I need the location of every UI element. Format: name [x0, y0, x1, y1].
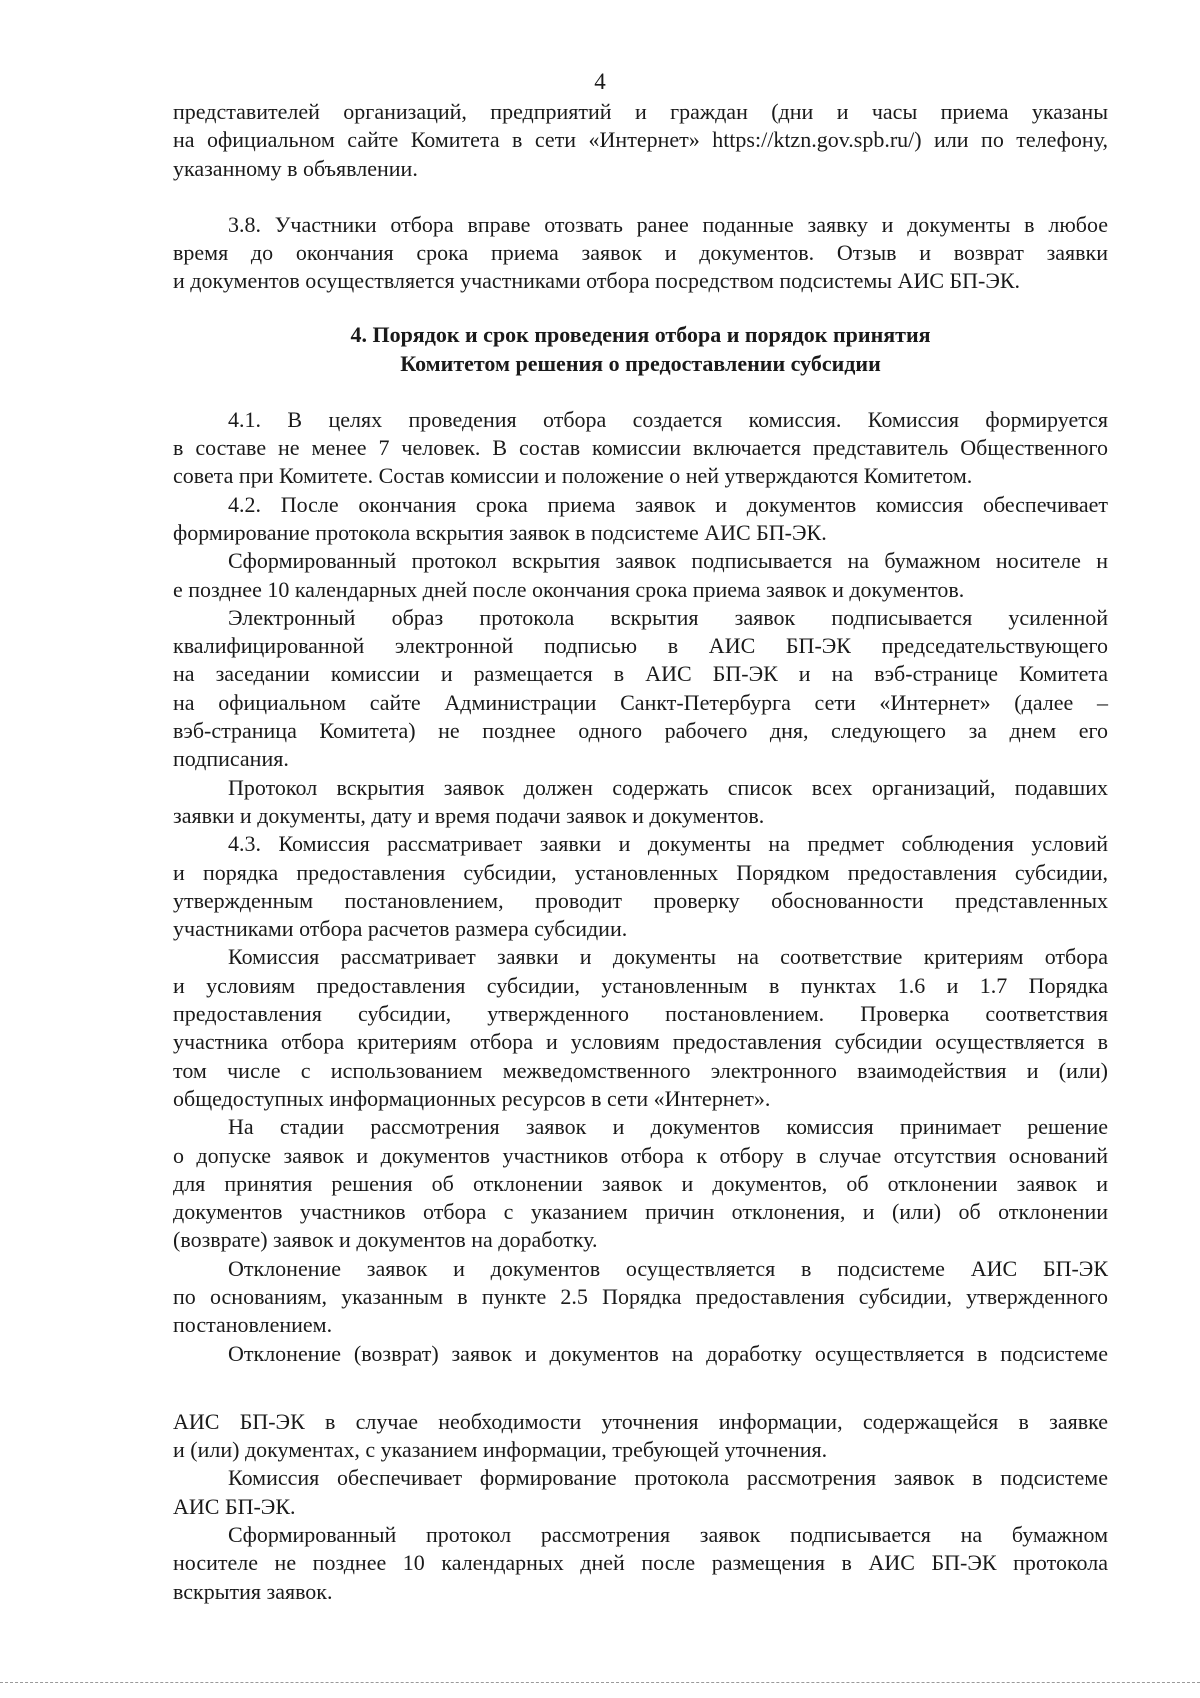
paragraph-4-3	[173, 830, 1108, 943]
text-line: представителей организаций, предприятий и граждан (дни и часы приема указаны	[173, 99, 1108, 124]
heading-line: 4. Порядок и срок проведения отбора и порядок принятия	[350, 321, 931, 347]
text-line: Комиссия рассматривает заявки и документы на соответствие критериям отбора	[228, 944, 1108, 970]
text-line: АИС БП-ЭК в случае необходимости уточнения информации, содержащейся в заявке	[173, 1408, 1108, 1434]
paragraph-4-3-review-signing	[173, 1521, 1108, 1606]
text-line: на заседании комиссии и размещается в АИС БП-ЭК и на вэб-странице Комитета	[173, 661, 1108, 687]
text-line: Отклонение (возврат) заявок и документов на доработку осуществляется в подсистеме	[228, 1340, 1108, 1366]
text-line: (возврате) заявок и документов на доработку.	[173, 1227, 598, 1253]
scan-edge-line	[0, 1682, 1200, 1683]
text-line: подписания.	[173, 746, 289, 772]
paragraph-4-2	[173, 491, 1108, 548]
paragraph-4-1	[173, 406, 1108, 491]
text-line: предоставления субсидии, утвержденного постановлением. Проверка соответствия	[173, 1001, 1108, 1027]
text-line: и документов осуществляется участниками отбора посредством подсистемы АИС БП-ЭК.	[173, 268, 1021, 294]
text-line: Сформированный протокол рассмотрения заявок подписывается на бумажном	[228, 1522, 1108, 1548]
paragraph-3-8	[173, 211, 1108, 296]
text-line: вэб-страница Комитета) не позднее одного рабочего дня, следующего за днем его	[173, 718, 1108, 744]
text-line: АИС БП-ЭК.	[173, 1493, 296, 1519]
text-line: в составе не менее 7 человек. В состав комиссии включается представитель Общественного	[173, 435, 1108, 461]
text-line: и (или) документах, с указанием информации, требующей уточнения.	[173, 1437, 828, 1463]
text-line: Отклонение заявок и документов осуществляется в подсистеме АИС БП-ЭК	[228, 1255, 1108, 1281]
text-line: время до окончания срока приема заявок и документов. Отзыв и возврат заявки	[173, 240, 1108, 266]
paragraph-4-2-protocol-signing	[173, 547, 1108, 604]
text-line: для принятия решения об отклонении заявок и документов, об отклонении заявок и	[173, 1170, 1108, 1196]
text-line: участниками отбора расчетов размера субсидии.	[173, 916, 628, 942]
paragraph-4-3-return	[173, 1340, 1108, 1368]
text-line: Комиссия обеспечивает формирование протокола рассмотрения заявок в подсистеме	[228, 1465, 1108, 1491]
text-line: том числе с использованием межведомственного электронного взаимодействия и (или)	[173, 1057, 1108, 1083]
text-line: е позднее 10 календарных дней после окончания срока приема заявок и документов.	[173, 576, 965, 602]
text-line: участника отбора критериям отбора и условиям предоставления субсидии осуществляется в	[173, 1029, 1108, 1055]
paragraph-4-2-protocol-content	[173, 774, 1108, 831]
text-line: и порядка предоставления субсидии, установленных Порядком предоставления субсидии,	[173, 859, 1108, 885]
text-line: и условиям предоставления субсидии, установленным в пунктах 1.6 и 1.7 Порядка	[173, 972, 1108, 998]
text-line: носителе не позднее 10 календарных дней после размещения в АИС БП-ЭК протокола	[173, 1550, 1108, 1576]
section-4-heading	[173, 320, 1108, 378]
text-line: совета при Комитете. Состав комиссии и положение о ней утверждаются Комитетом.	[173, 463, 973, 489]
text-line: формирование протокола вскрытия заявок в подсистеме АИС БП-ЭК.	[173, 519, 827, 545]
heading-line: Комитетом решения о предоставлении субсидии	[400, 350, 881, 376]
text-line: вскрытия заявок.	[173, 1578, 333, 1604]
document-body	[173, 98, 1108, 1606]
text-line: утвержденным постановлением, проводит проверку обоснованности представленных	[173, 887, 1108, 913]
paragraph-4-3-rejection	[173, 1255, 1108, 1340]
text-line: на официальном сайте Администрации Санкт-Петербурга сети «Интернет» (далее –	[173, 689, 1108, 715]
text-line: Протокол вскрытия заявок должен содержать список всех организаций, подавших	[228, 774, 1108, 800]
text-line: На стадии рассмотрения заявок и документов комиссия принимает решение	[228, 1114, 1108, 1140]
text-line: квалифицированной электронной подписью в АИС БП-ЭК председательствующего	[173, 633, 1108, 659]
text-line: заявки и документы, дату и время подачи заявок и документов.	[173, 802, 765, 828]
text-line: 4.3. Комиссия рассматривает заявки и документы на предмет соблюдения условий	[228, 831, 1108, 857]
text-line: постановлением.	[173, 1312, 333, 1338]
paragraph-intro	[173, 98, 1108, 183]
text-line: 4.2. После окончания срока приема заявок и документов комиссия обеспечивает	[228, 491, 1108, 517]
paragraph-4-3-decision	[173, 1113, 1108, 1254]
text-line: Сформированный протокол вскрытия заявок подписывается на бумажном носителе н	[228, 548, 1108, 574]
paragraph-4-3-criteria	[173, 943, 1108, 1113]
text-line: общедоступных информационных ресурсов в сети «Интернет».	[173, 1085, 771, 1111]
text-line: по основаниям, указанным в пункте 2.5 Порядка предоставления субсидии, утвержденного	[173, 1283, 1108, 1309]
text-line: документов участников отбора с указанием причин отклонения, и (или) об отклонении	[173, 1199, 1108, 1225]
paragraph-4-3-return-continued	[173, 1408, 1108, 1465]
text-line: на официальном сайте Комитета в сети «Интернет» https://ktzn.gov.spb.ru/) или по телефону,	[173, 127, 1108, 153]
text-line: 4.1. В целях проведения отбора создается комиссия. Комиссия формируется	[228, 406, 1108, 432]
page-number: 4	[594, 69, 606, 94]
text-line: указанному в объявлении.	[173, 155, 418, 181]
text-line: Электронный образ протокола вскрытия заявок подписывается усиленной	[228, 604, 1108, 630]
paragraph-4-2-electronic-image	[173, 604, 1108, 774]
text-line: о допуске заявок и документов участников отбора к отбору в случае отсутствия оснований	[173, 1142, 1108, 1168]
text-line: 3.8. Участники отбора вправе отозвать ранее поданные заявку и документы в любое	[228, 211, 1108, 237]
paragraph-4-3-review-protocol	[173, 1464, 1108, 1521]
